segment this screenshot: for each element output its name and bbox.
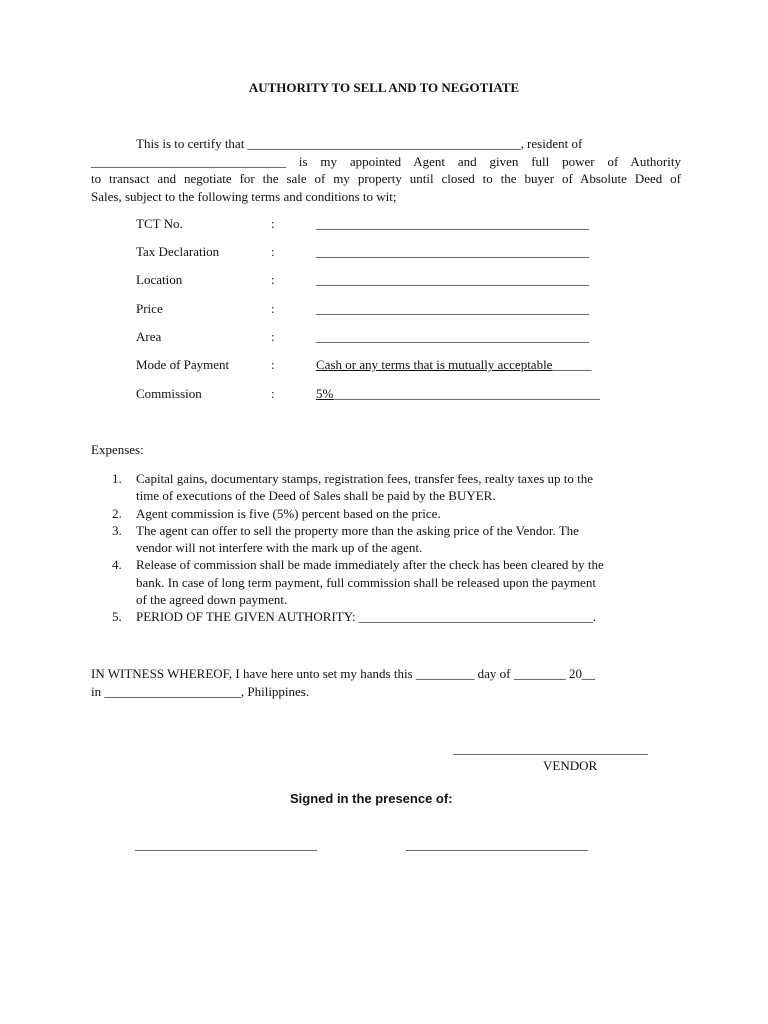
list-item-text: of the agreed down payment. bbox=[136, 592, 288, 608]
list-item-text: time of executions of the Deed of Sales shall be paid by the BUYER. bbox=[136, 488, 496, 504]
field-label-mode-of-payment: Mode of Payment bbox=[136, 357, 230, 372]
field-value-tax-declaration[interactable]: __________________________________________ bbox=[316, 244, 589, 259]
commission-text: 5% bbox=[316, 386, 334, 401]
document-title: AUTHORITY TO SELL AND TO NEGOTIATE bbox=[248, 80, 520, 95]
list-item bbox=[112, 470, 682, 505]
field-value-commission[interactable] bbox=[316, 385, 600, 402]
list-item-number: 3. bbox=[112, 522, 122, 538]
field-colon: : bbox=[271, 244, 275, 259]
field-value-mode-of-payment[interactable] bbox=[316, 356, 591, 373]
list-item-text[interactable]: PERIOD OF THE GIVEN AUTHORITY: ____________________________________. bbox=[136, 609, 597, 625]
list-item-text: The agent can offer to sell the property more than the asking price of the Vendor. The bbox=[136, 522, 579, 538]
field-label-area: Area bbox=[136, 329, 162, 344]
field-value-tct[interactable]: __________________________________________ bbox=[316, 216, 589, 231]
expenses-list bbox=[112, 470, 682, 626]
field-colon: : bbox=[271, 329, 275, 344]
vendor-signature-line[interactable]: ______________________________ bbox=[453, 741, 648, 756]
field-value-area[interactable]: __________________________________________ bbox=[316, 329, 589, 344]
witness-signature-line-2[interactable]: ____________________________ bbox=[406, 837, 588, 852]
field-value-location[interactable]: __________________________________________ bbox=[316, 272, 589, 287]
list-item bbox=[112, 522, 682, 557]
intro-line-3: to transact and negotiate for the sale of my property until closed to the buyer of Absolute Deed of bbox=[91, 171, 681, 186]
field-colon: : bbox=[271, 216, 275, 231]
commission-blank: _________________________________________ bbox=[333, 386, 600, 401]
list-item-number: 5. bbox=[112, 609, 122, 625]
list-item-number: 4. bbox=[112, 557, 122, 573]
mode-of-payment-blank: ______ bbox=[552, 357, 592, 372]
intro-paragraph bbox=[91, 135, 681, 205]
list-item bbox=[112, 505, 682, 522]
field-colon: : bbox=[271, 272, 275, 287]
signed-presence-label: Signed in the presence of: bbox=[290, 791, 453, 806]
list-item-number: 2. bbox=[112, 505, 122, 521]
field-label-commission: Commission bbox=[136, 386, 202, 401]
vendor-label: VENDOR bbox=[543, 758, 598, 773]
field-colon: : bbox=[271, 301, 275, 316]
field-label-price: Price bbox=[136, 301, 163, 316]
list-item-text: Capital gains, documentary stamps, registration fees, transfer fees, realty taxes up to the bbox=[136, 471, 594, 486]
field-label-location: Location bbox=[136, 272, 183, 287]
field-label-tax-declaration: Tax Declaration bbox=[136, 244, 220, 259]
expenses-heading: Expenses: bbox=[91, 442, 144, 457]
intro-line-4: Sales, subject to the following terms and conditions to wit; bbox=[91, 188, 397, 204]
list-item-text: Release of commission shall be made immediately after the check has been cleared by the bbox=[136, 557, 604, 573]
list-item-number: 1. bbox=[112, 471, 122, 486]
field-value-price[interactable]: __________________________________________ bbox=[316, 301, 589, 316]
witness-signature-line-1[interactable]: ____________________________ bbox=[135, 837, 317, 852]
list-item bbox=[112, 608, 682, 625]
list-item-text: vendor will not interfere with the mark up of the agent. bbox=[136, 540, 423, 556]
intro-line-2: ______________________________ is my appointed Agent and given full power of Authority bbox=[91, 153, 681, 169]
witness-line-1[interactable]: IN WITNESS WHEREOF, I have here unto set my hands this _________ day of ________ 20__ bbox=[91, 666, 595, 681]
field-colon: : bbox=[271, 386, 275, 401]
intro-line-1: This is to certify that __________________________________________, resident of bbox=[136, 136, 583, 151]
list-item-text: Agent commission is five (5%) percent based on the price. bbox=[136, 505, 441, 521]
witness-line-2[interactable]: in _____________________, Philippines. bbox=[91, 684, 310, 699]
mode-of-payment-text: Cash or any terms that is mutually acceptable bbox=[316, 357, 553, 372]
field-label-tct: TCT No. bbox=[136, 216, 183, 231]
list-item bbox=[112, 556, 682, 608]
field-colon: : bbox=[271, 357, 275, 372]
list-item-text: bank. In case of long term payment, full commission shall be released upon the payment bbox=[136, 574, 596, 590]
